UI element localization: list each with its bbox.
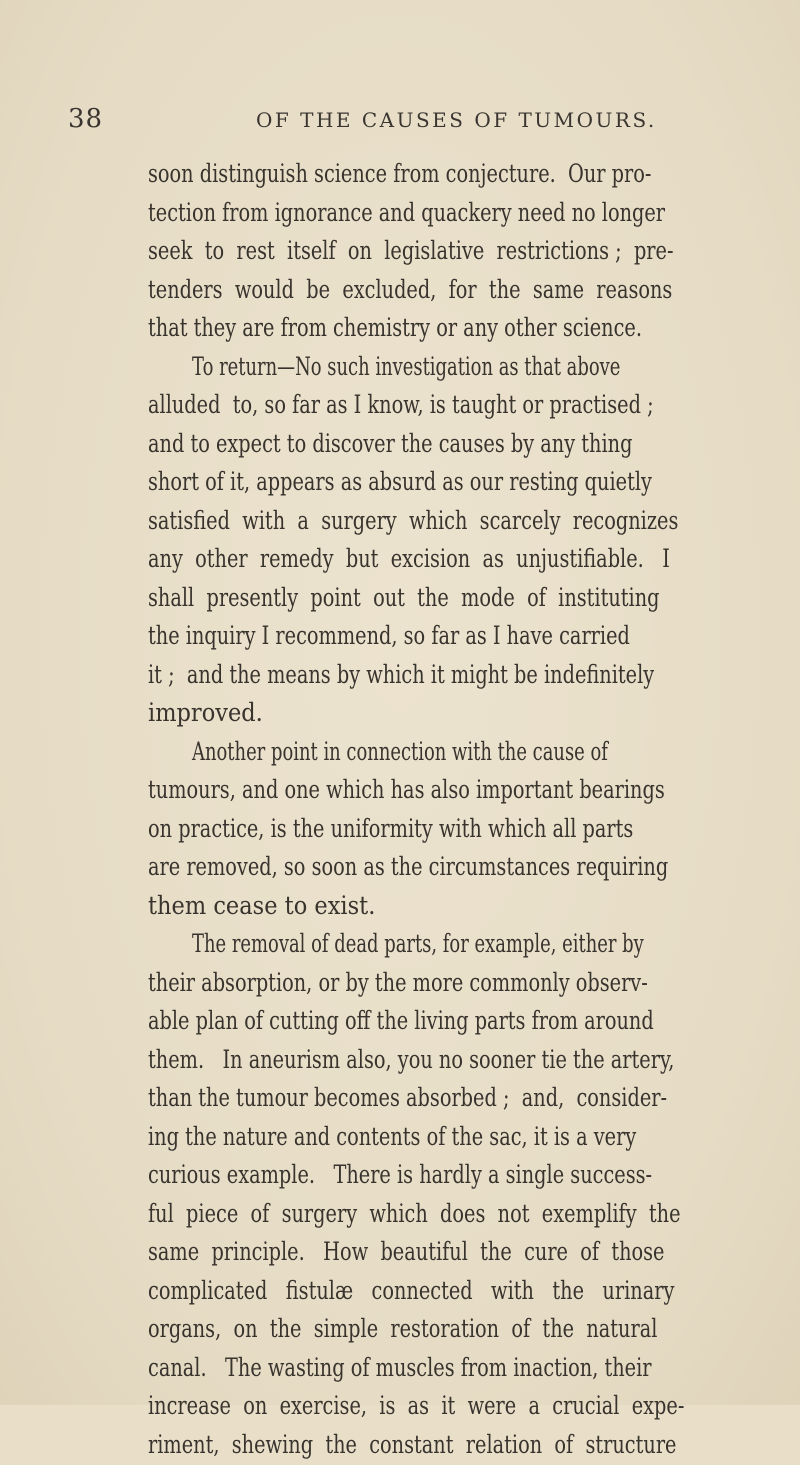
text-line: tenders would be excluded, for the same reasons (148, 274, 673, 304)
text-line: ing the nature and contents of the sac, it is a very (148, 1121, 637, 1151)
text-line: their absorption, or by the more commonly observ- (148, 967, 648, 997)
text-line: shall presently point out the mode of instituting (148, 582, 660, 612)
text-line: same principle. How beautiful the cure of those (148, 1237, 665, 1266)
text-line: alluded to, so far as I know, is taught or practised ; (148, 390, 654, 419)
text-line: improved. (148, 698, 263, 727)
page-number: 38 (68, 104, 104, 134)
text-line: them. In aneurism also, you no sooner tie the artery, (148, 1044, 675, 1074)
text-line: riment, shewing the constant relation of structure (148, 1429, 677, 1459)
text-line: canal. The wasting of muscles from inaction, their (148, 1352, 652, 1382)
running-head: OF THE CAUSES OF TUMOURS. (256, 108, 657, 132)
text-line: curious example. There is hardly a single success- (148, 1160, 653, 1189)
text-line: are removed, so soon as the circumstances requiring (148, 852, 669, 881)
text-line: ful piece of surgery which does not exemplify the (148, 1198, 681, 1228)
text-line: complicated fistulæ connected with the urinary (148, 1275, 675, 1305)
text-line: To return—No such investigation as that above (192, 351, 621, 381)
text-line: and to expect to discover the causes by any thing (148, 428, 633, 458)
text-line: organs, on the simple restoration of the natural (148, 1314, 658, 1343)
text-line: on practice, is the uniformity with which all parts (148, 813, 634, 843)
text-line: that they are from chemistry or any other science. (148, 313, 642, 342)
text-line: them cease to exist. (148, 890, 376, 920)
text-line: the inquiry I recommend, so far as I have carried (148, 621, 630, 650)
text-line: short of it, appears as absurd as our resting quietly (148, 467, 652, 496)
text-line: tection from ignorance and quackery need no longer (148, 197, 666, 227)
text-line: seek to rest itself on legislative restrictions ; pre- (148, 236, 674, 265)
text-line: than the tumour becomes absorbed ; and, consider- (148, 1083, 668, 1112)
text-line: soon distinguish science from conjecture. Our pro- (148, 159, 652, 188)
text-line: Another point in connection with the cause of (192, 736, 608, 766)
text-line: The removal of dead parts, for example, either by (192, 929, 644, 958)
page-header (0, 100, 800, 140)
text-line: tumours, and one which has also important bearings (148, 775, 665, 804)
text-line: any other remedy but excision as unjustifiable. I (148, 544, 670, 573)
text-line: satisfied with a surgery which scarcely recognizes (148, 505, 679, 535)
text-line: increase on exercise, is as it were a crucial expe- (148, 1391, 685, 1420)
text-line: it ; and the means by which it might be indefinitely (148, 659, 655, 689)
text-line: able plan of cutting off the living parts from around (148, 1006, 654, 1035)
